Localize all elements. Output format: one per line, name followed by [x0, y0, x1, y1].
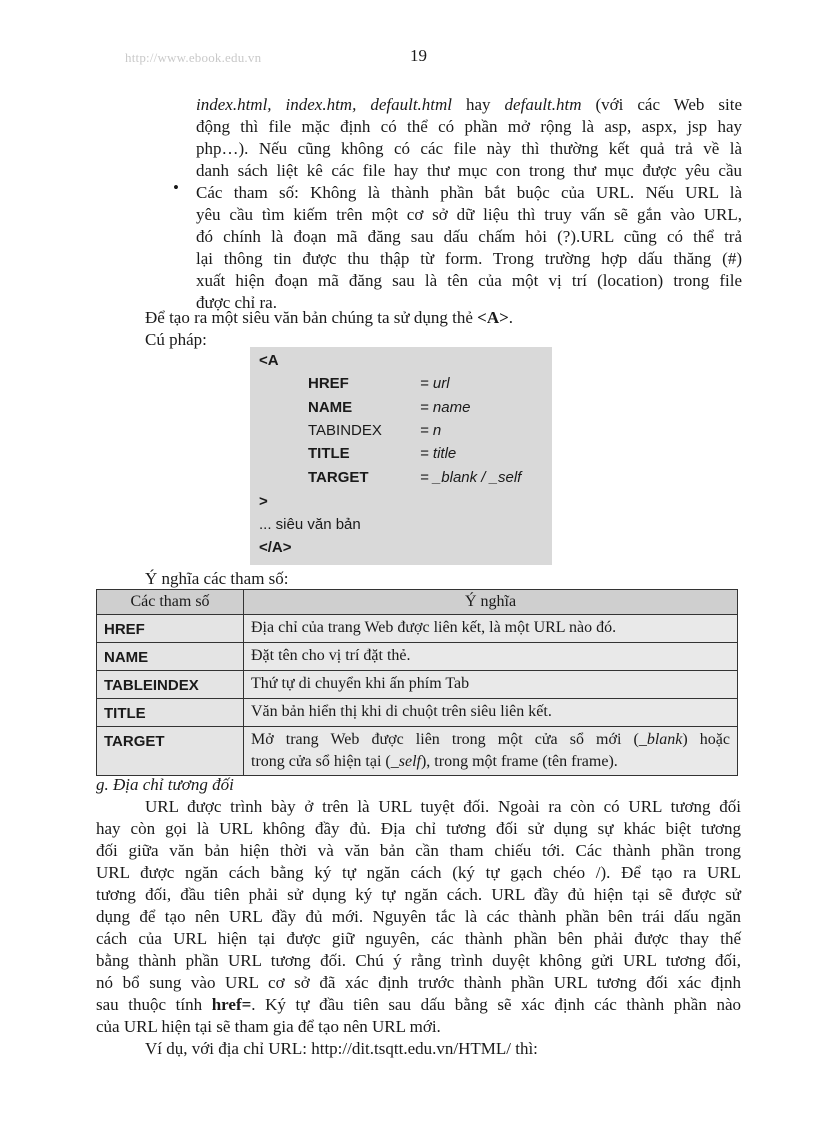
syntax-code-box — [250, 347, 552, 565]
table-row — [97, 671, 738, 699]
param-key: TABLEINDEX — [97, 671, 244, 699]
tag-intro-text: Để tạo ra một siêu văn bản chúng ta sử dụng thẻ <A>. — [145, 308, 514, 327]
bullet-line: được chỉ ra. — [196, 293, 277, 312]
paragraph-line: tương đối, đầu tiên phải sử dụng ký tự ngăn cách. URL đầy đủ hiện tại sẽ được sử — [96, 885, 741, 904]
intro-line-3: php…). Nếu cũng không có các file này thì thường kết quả trả về là — [196, 139, 742, 158]
paragraph-line: cách của URL hiện tại được giữ nguyên, các thành phần bên phải được thay thế — [96, 929, 741, 948]
param-meaning: Đặt tên cho vị trí đặt thẻ. — [244, 643, 738, 671]
target-meaning-line-2: trong cửa sổ hiện tại (_self), trong một frame (tên frame). — [251, 753, 618, 770]
param-key: HREF — [97, 615, 244, 643]
table-row — [97, 727, 738, 776]
code-close-tag: </A> — [259, 539, 292, 556]
paragraph-line: URL được ngăn cách bằng ký tự ngăn cách (ký tự gạch chéo /). Để tạo ra URL — [96, 863, 741, 882]
table-row — [97, 643, 738, 671]
table-header-cell: Các tham số — [97, 590, 244, 615]
relative-url-paragraph — [96, 796, 741, 1038]
intro-line-4: danh sách liệt kê các file hay thư mục con trong thư mục được yêu cầu — [196, 161, 742, 180]
section-heading: g. Địa chỉ tương đối — [96, 775, 234, 794]
parameters-table — [96, 589, 738, 776]
bullet-line: Các tham số: Không là thành phần bắt buộc của URL. Nếu URL là — [196, 183, 742, 202]
paragraph-line: URL được trình bày ở trên là URL tuyệt đối. Ngoài ra còn có URL tương đối — [145, 797, 741, 816]
code-attr-name: HREF — [308, 375, 349, 392]
code-body-text: ... siêu văn bản — [259, 516, 361, 533]
code-attr-value: = title — [420, 445, 457, 462]
param-key: NAME — [97, 643, 244, 671]
code-attr-value: = url — [420, 375, 450, 392]
page-number: 19 — [410, 46, 427, 65]
code-attr-name: TARGET — [308, 469, 369, 486]
param-key: TARGET — [97, 727, 244, 776]
code-attr-name: TITLE — [308, 445, 350, 462]
paragraph-line: bằng thành phần URL tương đối. Chú ý rằng trình duyệt không gửi URL tương đối, — [96, 951, 741, 970]
code-open-tag: <A — [259, 352, 279, 369]
table-header-row — [97, 590, 738, 615]
bullet-line: xuất hiện đoạn mã đăng sau là tên của một vị trí (location) trong file — [196, 271, 742, 290]
param-meaning: Địa chỉ của trang Web được liên kết, là một URL nào đó. — [244, 615, 738, 643]
code-attr-value: = _blank / _self — [420, 469, 522, 486]
href-keyword: href= — [211, 995, 252, 1014]
table-header-cell: Ý nghĩa — [244, 590, 738, 615]
bullet-line: yêu cầu tìm kiếm trên một cơ sở dữ liệu thì truy vấn sẽ gắn vào URL, — [196, 205, 742, 224]
paragraph-line: của URL hiện tại sẽ tham gia để tạo nên URL mới. — [96, 1017, 441, 1036]
intro-line-1: index.html, index.htm, default.html hay default.htm (với các Web site — [196, 95, 743, 114]
target-meaning-line-1: Mở trang Web được liên trong một cửa sổ mới (_blank) hoặc — [251, 731, 731, 748]
code-attr-value: = n — [420, 422, 442, 439]
param-meaning: Văn bản hiển thị khi di chuột trên siêu liên kết. — [244, 699, 738, 727]
source-watermark: http://www.ebook.edu.vn — [125, 50, 262, 65]
table-row — [97, 699, 738, 727]
paragraph-line: sau thuộc tính href=. Ký tự đầu tiên sau dấu bằng sẽ xác định các thành phần nào — [96, 995, 741, 1014]
paragraph-line: đối giữa văn bản hiện thời và văn bản cần tham chiếu tới. Các thành phần trong — [96, 841, 741, 860]
bullet-marker: • — [173, 178, 179, 197]
params-title: Ý nghĩa các tham số: — [145, 569, 289, 588]
table-row — [97, 615, 738, 643]
code-attr-name: TABINDEX — [308, 422, 382, 439]
intro-line-2: động thì file mặc định có thể có phần mở rộng là asp, aspx, jsp hay — [196, 117, 742, 136]
parameters-bullet-item — [196, 182, 742, 314]
syntax-label: Cú pháp: — [145, 330, 207, 349]
paragraph-line: dụng để tạo nên URL đầy đủ mới. Nguyên tắc là các thành phần bên trái dấu ngăn — [96, 907, 741, 926]
param-key: TITLE — [97, 699, 244, 727]
bullet-line: lại thông tin được thu thập từ form. Trong trường hợp dấu thăng (#) — [196, 249, 742, 268]
code-attr-value: = name — [420, 399, 471, 416]
param-meaning — [244, 727, 738, 776]
code-close-bracket: > — [259, 493, 268, 510]
code-attr-name: NAME — [308, 399, 353, 416]
intro-list-item — [196, 94, 742, 182]
paragraph-line: hay còn gọi là URL không đầy đủ. Địa chỉ tương đối sử dụng sự khác biệt tương — [96, 819, 741, 838]
bullet-line: đó chính là đoạn mã đăng sau dấu chấm hỏi (?).URL cũng có thể trả — [196, 227, 742, 246]
param-meaning: Thứ tự di chuyển khi ấn phím Tab — [244, 671, 738, 699]
anchor-tag-name: <A> — [477, 308, 509, 327]
paragraph-line: nó bổ sung vào URL cơ sở đã xác định trước thành phần URL tương đối xác định — [96, 973, 741, 992]
example-line: Ví dụ, với địa chỉ URL: http://dit.tsqtt.edu.vn/HTML/ thì: — [145, 1039, 538, 1058]
